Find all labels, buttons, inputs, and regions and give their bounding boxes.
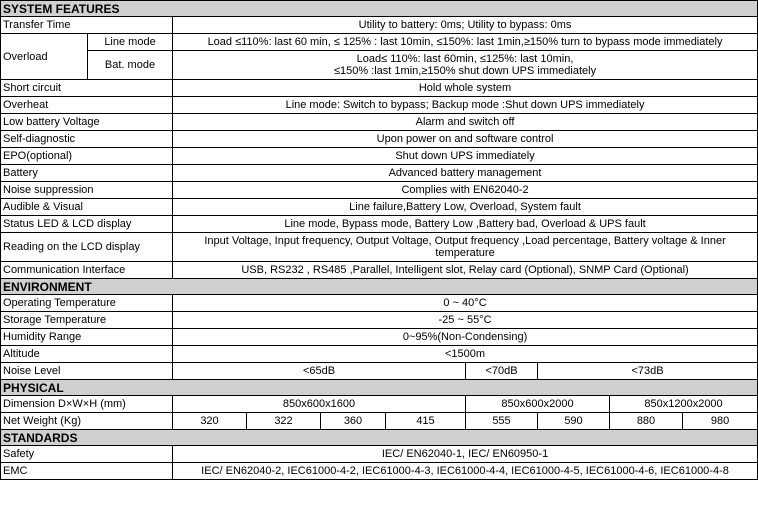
row-value: 850x600x2000 bbox=[466, 396, 610, 413]
row-label: EPO(optional) bbox=[1, 148, 173, 165]
table-row bbox=[1, 199, 758, 216]
section-header-system-features bbox=[1, 1, 758, 17]
row-value: Complies with EN62040-2 bbox=[173, 182, 758, 199]
table-row bbox=[1, 346, 758, 363]
row-label: Transfer Time bbox=[1, 17, 173, 34]
row-label: Status LED & LCD display bbox=[1, 216, 173, 233]
row-value: 0~95%(Non-Condensing) bbox=[173, 329, 758, 346]
row-label: Humidity Range bbox=[1, 329, 173, 346]
row-label: Overheat bbox=[1, 97, 173, 114]
row-label: Dimension D×W×H (mm) bbox=[1, 396, 173, 413]
row-value: 880 bbox=[610, 413, 683, 430]
table-row bbox=[1, 148, 758, 165]
row-value: Line failure,Battery Low, Overload, System fault bbox=[173, 199, 758, 216]
row-value: Advanced battery management bbox=[173, 165, 758, 182]
row-label: Net Weight (Kg) bbox=[1, 413, 173, 430]
row-value: Alarm and switch off bbox=[173, 114, 758, 131]
table-row bbox=[1, 216, 758, 233]
section-title: SYSTEM FEATURES bbox=[1, 1, 758, 17]
section-header-environment bbox=[1, 279, 758, 295]
section-title: PHYSICAL bbox=[1, 380, 758, 396]
table-row bbox=[1, 363, 758, 380]
row-label: Self-diagnostic bbox=[1, 131, 173, 148]
row-value: -25 ~ 55°C bbox=[173, 312, 758, 329]
row-label: Noise Level bbox=[1, 363, 173, 380]
row-label: Altitude bbox=[1, 346, 173, 363]
table-row bbox=[1, 446, 758, 463]
row-value: Shut down UPS immediately bbox=[173, 148, 758, 165]
section-title: ENVIRONMENT bbox=[1, 279, 758, 295]
row-value: Utility to battery: 0ms; Utility to bypass: 0ms bbox=[173, 17, 758, 34]
row-value: 850x600x1600 bbox=[173, 396, 466, 413]
row-value: 415 bbox=[386, 413, 466, 430]
row-value: <1500m bbox=[173, 346, 758, 363]
row-label: Short circuit bbox=[1, 80, 173, 97]
value-line: Load≤ 110%: last 60min, ≤125%: last 10min, bbox=[356, 53, 574, 65]
row-value bbox=[173, 51, 758, 80]
row-value: Input Voltage, Input frequency, Output Voltage, Output frequency ,Load percentage, Battery voltage & Inner temperature bbox=[173, 233, 758, 262]
table-row bbox=[1, 413, 758, 430]
table-row bbox=[1, 34, 758, 51]
row-label: Communication Interface bbox=[1, 262, 173, 279]
row-value: 322 bbox=[247, 413, 321, 430]
table-row bbox=[1, 17, 758, 34]
row-value: 320 bbox=[173, 413, 247, 430]
row-value: Upon power on and software control bbox=[173, 131, 758, 148]
table-row bbox=[1, 295, 758, 312]
row-label: Low battery Voltage bbox=[1, 114, 173, 131]
table-row bbox=[1, 262, 758, 279]
row-value: Line mode: Switch to bypass; Backup mode :Shut down UPS immediately bbox=[173, 97, 758, 114]
table-row bbox=[1, 329, 758, 346]
row-value: <70dB bbox=[466, 363, 538, 380]
row-label: Operating Temperature bbox=[1, 295, 173, 312]
value-line: ≤150% :last 1min,≥150% shut down UPS immediately bbox=[333, 65, 597, 77]
table-row bbox=[1, 114, 758, 131]
row-sublabel: Line mode bbox=[88, 34, 173, 51]
row-value: USB, RS232 , RS485 ,Parallel, Intelligent slot, Relay card (Optional), SNMP Card (Optional) bbox=[173, 262, 758, 279]
row-value: 590 bbox=[538, 413, 610, 430]
section-title: STANDARDS bbox=[1, 430, 758, 446]
row-value: 850x1200x2000 bbox=[610, 396, 758, 413]
table-row bbox=[1, 165, 758, 182]
row-value: <73dB bbox=[538, 363, 758, 380]
row-label: Reading on the LCD display bbox=[1, 233, 173, 262]
row-label: Safety bbox=[1, 446, 173, 463]
row-value: 555 bbox=[466, 413, 538, 430]
row-sublabel: Bat. mode bbox=[88, 51, 173, 80]
table-row bbox=[1, 80, 758, 97]
table-row bbox=[1, 131, 758, 148]
row-value: Hold whole system bbox=[173, 80, 758, 97]
row-label: Overload bbox=[1, 34, 88, 80]
row-label: Storage Temperature bbox=[1, 312, 173, 329]
table-row bbox=[1, 233, 758, 262]
row-label: Audible & Visual bbox=[1, 199, 173, 216]
row-value: Load ≤110%: last 60 min, ≤ 125% : last 10min, ≤150%: last 1min,≥150% turn to bypass mode immediately bbox=[173, 34, 758, 51]
table-row bbox=[1, 312, 758, 329]
row-value: IEC/ EN62040-2, IEC61000-4-2, IEC61000-4-3, IEC61000-4-4, IEC61000-4-5, IEC61000-4-6, IEC61000-4-8 bbox=[173, 463, 758, 480]
row-label: Battery bbox=[1, 165, 173, 182]
row-label: EMC bbox=[1, 463, 173, 480]
section-header-physical bbox=[1, 380, 758, 396]
row-value: 360 bbox=[321, 413, 386, 430]
row-value: <65dB bbox=[173, 363, 466, 380]
table-row bbox=[1, 463, 758, 480]
row-value: 0 ~ 40°C bbox=[173, 295, 758, 312]
row-label: Noise suppression bbox=[1, 182, 173, 199]
table-row bbox=[1, 182, 758, 199]
row-value: Line mode, Bypass mode, Battery Low ,Battery bad, Overload & UPS fault bbox=[173, 216, 758, 233]
table-row bbox=[1, 396, 758, 413]
table-row bbox=[1, 97, 758, 114]
row-value: IEC/ EN62040-1, IEC/ EN60950-1 bbox=[173, 446, 758, 463]
section-header-standards bbox=[1, 430, 758, 446]
table-row bbox=[1, 51, 758, 80]
row-value: 980 bbox=[683, 413, 758, 430]
